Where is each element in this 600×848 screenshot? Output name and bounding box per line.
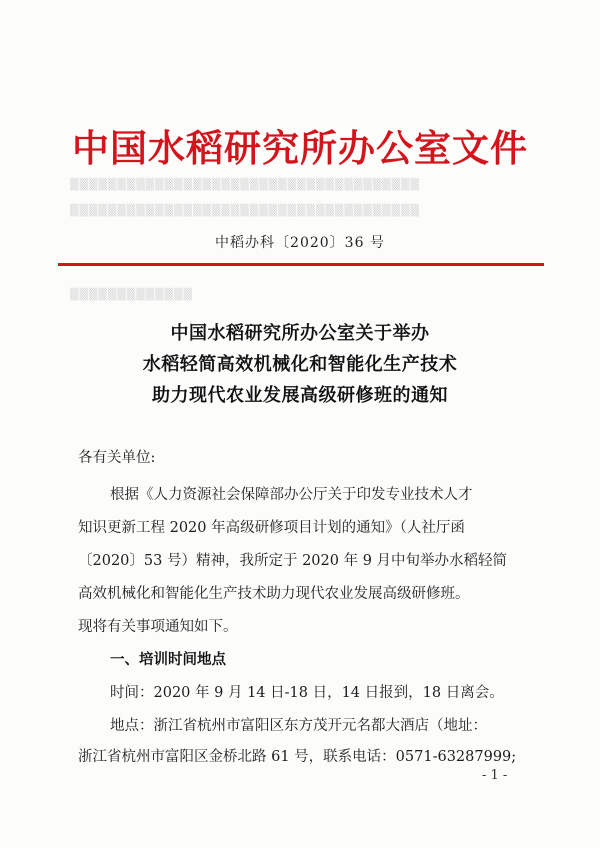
bleed-through-mark: ▒▒▒▒▒▒▒▒▒▒▒▒▒ xyxy=(70,288,193,301)
paragraph-line: 根据《人力资源社会保障部办公厅关于印发专业技术人才 xyxy=(110,487,473,503)
bleed-through-mark: ▒▒▒▒▒▒▒▒▒▒▒▒▒▒▒▒▒▒▒▒▒▒▒▒▒▒▒▒▒▒▒▒▒▒▒▒▒ xyxy=(70,178,421,191)
header-divider xyxy=(58,263,544,266)
location-line: 浙江省杭州市富阳区金桥北路 61 号，联系电话：0571-63287999; xyxy=(78,749,517,765)
location-line: 地点：浙江省杭州市富阳区东方茂开元名都大酒店（地址： xyxy=(110,718,487,734)
bleed-through-mark: ▒▒▒▒▒▒▒▒▒▒▒▒▒▒▒▒▒▒▒▒▒▒▒▒▒▒▒▒▒▒▒▒▒▒▒▒▒ xyxy=(70,204,421,217)
paragraph-line: 知识更新工程 2020 年高级研修项目计划的通知》（人社厅函 xyxy=(78,520,465,536)
document-number: 中稻办科〔2020〕36 号 xyxy=(215,235,385,251)
section-heading: 一、培训时间地点 xyxy=(110,651,226,668)
document-subject xyxy=(0,318,600,411)
paragraph-line: 现将有关事项通知如下。 xyxy=(78,619,238,635)
document-header-title: 中国水稻研究所办公室文件 xyxy=(72,126,528,170)
subject-line: 助力现代农业发展高级研修班的通知 xyxy=(152,385,448,406)
subject-line: 水稻轻简高效机械化和智能化生产技术 xyxy=(142,354,458,375)
paragraph-line: 〔2020〕53 号）精神，我所定于 2020 年 9 月中旬举办水稻轻简 xyxy=(78,553,508,569)
paragraph-line: 高效机械化和智能化生产技术助力现代农业发展高级研修班。 xyxy=(78,586,470,602)
salutation: 各有关单位: xyxy=(78,450,156,466)
time-line: 时间：2020 年 9 月 14 日-18 日，14 日报到，18 日离会。 xyxy=(110,685,504,701)
subject-line: 中国水稻研究所办公室关于举办 xyxy=(170,323,430,344)
page-number: - 1 - xyxy=(482,768,508,783)
